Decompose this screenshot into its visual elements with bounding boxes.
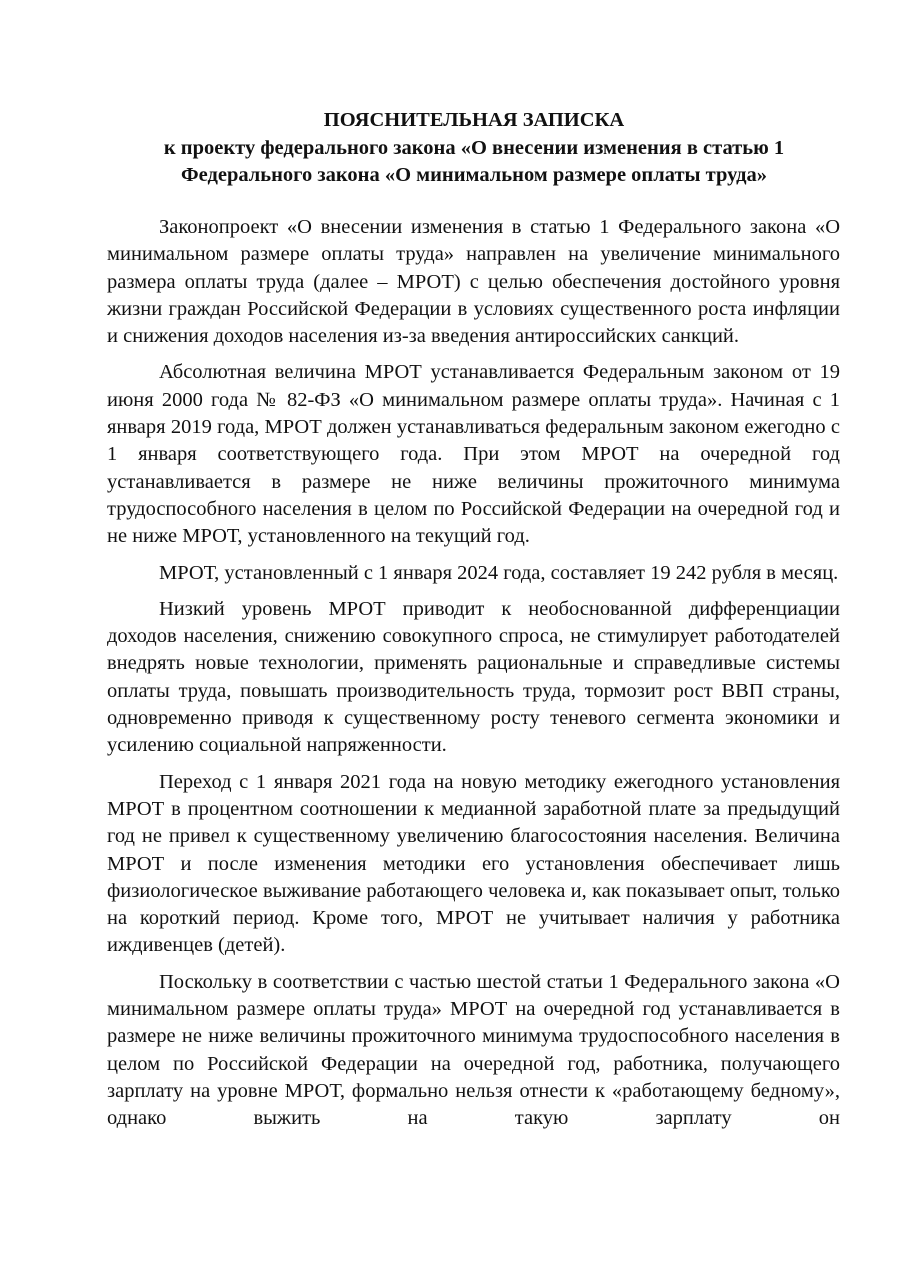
paragraph-5: Переход с 1 января 2021 года на новую методику ежегодного установления МРОТ в процентном соотношении к медианной заработной плате за предыдущий год не привел к существенному увеличению благосостояния населения. Величина МРОТ и после изменения методики его установления обеспечивает лишь физиологическое выживание работающего человека и, как показывает опыт, только на короткий период. Кроме того, МРОТ не учитывает наличия у работника иждивенцев (детей).: [107, 770, 840, 957]
paragraph-2: Абсолютная величина МРОТ устанавливается Федеральным законом от 19 июня 2000 года № 82-ФЗ «О минимальном размере оплаты труда». Начиная с 1 января 2019 года, МРОТ должен устанавливаться федеральным законом ежегодно с 1 января соответствующего года. При этом МРОТ на очередной год устанавливается в размере не ниже величины прожиточного минимума трудоспособного населения в целом по Российской Федерации на очередной год и не ниже МРОТ, установленного на текущий год.: [107, 361, 840, 548]
document-title: ПОЯСНИТЕЛЬНАЯ ЗАПИСКА: [323, 109, 625, 131]
document-header: [100, 107, 848, 190]
document-subtitle-line-2: Федерального закона «О минимальном размере оплаты труда»: [181, 164, 767, 186]
paragraph-6: Поскольку в соответствии с частью шестой статьи 1 Федерального закона «О минимальном размере оплаты труда» МРОТ на очередной год устанавливается в размере не ниже величины прожиточного минимума трудоспособного населения в целом по Российской Федерации на очередной год, работника, получающего зарплату на уровне МРОТ, формально нельзя отнести к «работающему бедному», однако выжить на такую зарплату он: [107, 970, 840, 1130]
document-body: [107, 214, 840, 1133]
paragraph-4: Низкий уровень МРОТ приводит к необоснованной дифференциации доходов населения, снижению совокупного спроса, не стимулирует работодателей внедрять новые технологии, применять рациональные и справедливые системы оплаты труда, повышать производительность труда, тормозит рост ВВП страны, одновременно приводя к существенному росту теневого сегмента экономики и усилению социальной напряженности.: [107, 597, 840, 757]
paragraph-3: МРОТ, установленный с 1 января 2024 года, составляет 19 242 рубля в месяц.: [159, 561, 839, 584]
paragraph-1: Законопроект «О внесении изменения в статью 1 Федерального закона «О минимальном размере оплаты труда» направлен на увеличение минимального размера оплаты труда (далее – МРОТ) с целью обеспечения достойного уровня жизни граждан Российской Федерации в условиях существенного роста инфляции и снижения доходов населения из-за введения антироссийских санкций.: [107, 216, 840, 348]
document-subtitle-line-1: к проекту федерального закона «О внесении изменения в статью 1: [163, 136, 785, 159]
